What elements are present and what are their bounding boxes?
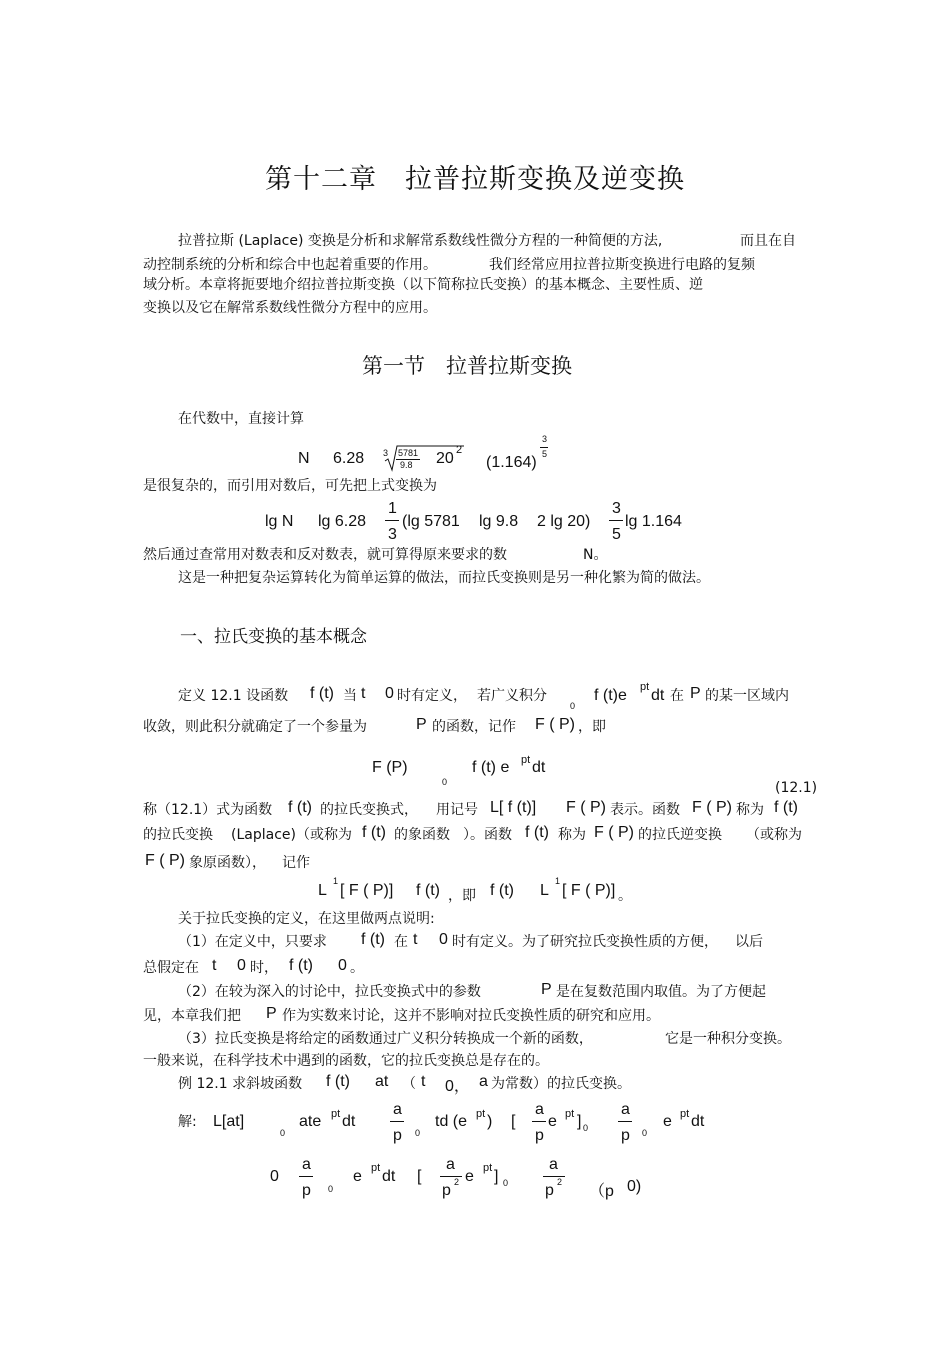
intro-line-4: 变换以及它在解常系数线性微分方程中的应用。 bbox=[143, 300, 437, 316]
sol1-bracket-close: ] bbox=[577, 1113, 582, 1130]
eq2-term5: lg 1.164 bbox=[625, 513, 682, 530]
algebra-line-3a: 然后通过查常用对数表和反对数表，就可算得原来要求的数 bbox=[143, 547, 507, 563]
example-h: 为常数）的拉氏变换。 bbox=[491, 1076, 631, 1092]
sol2-sub: 0 bbox=[503, 1178, 509, 1188]
sol1-lim3: 0 bbox=[642, 1128, 648, 1138]
def-line4-g: 称为 bbox=[558, 827, 586, 843]
defeq-pt-exp: pt bbox=[521, 754, 531, 766]
sol2-pt: pt bbox=[371, 1162, 381, 1174]
def-ft: f (t) bbox=[310, 685, 334, 702]
eq1-power-base: (1.164) bbox=[486, 454, 537, 471]
def-line1-a: 定义 12.1 设函数 bbox=[178, 688, 289, 704]
sol1-frac1-num: a bbox=[393, 1101, 402, 1118]
def-dt: dt bbox=[651, 687, 665, 704]
note2-P: P bbox=[541, 981, 552, 998]
sol1-L: L[at] bbox=[213, 1113, 245, 1130]
eq1-power-exp-bar bbox=[540, 447, 548, 448]
sol1-lim: 0 bbox=[280, 1128, 286, 1138]
note3-a: （3）拉氏变换是将给定的函数通过广义积分转换成一个新的函数， bbox=[178, 1031, 593, 1047]
def-line1-c: 若广义积分 bbox=[477, 688, 547, 704]
eq2-frac2-num: 3 bbox=[612, 500, 621, 517]
sol1-e: e bbox=[548, 1113, 557, 1130]
note1-ft2: f (t) bbox=[289, 957, 313, 974]
def-line4-b: (Laplace)（或称为 bbox=[231, 827, 352, 843]
note3-c: 一般来说，在科学技术中遇到的函数，它的拉氏变换总是存在的。 bbox=[143, 1053, 549, 1069]
eq2-frac2-bar bbox=[609, 520, 623, 521]
intro-line-3: 域分析。本章将扼要地介绍拉普拉斯变换（以下简称拉氏变换）的基本概念、主要性质、逆 bbox=[143, 277, 703, 293]
def-line3-c: 的拉氏变换式， bbox=[320, 802, 418, 818]
def-line1-e: 的某一区域内 bbox=[705, 688, 789, 704]
sol1-frac1-den: p bbox=[393, 1127, 402, 1144]
sol1-pt2: pt bbox=[476, 1108, 486, 1120]
sol1-lim2: 0 bbox=[415, 1128, 421, 1138]
sol1-ate: ate bbox=[299, 1113, 322, 1130]
def-line2-a: 收敛，则此积分就确定了一个参量为 bbox=[143, 719, 367, 735]
def-line5-b: 象原函数）， bbox=[189, 855, 266, 871]
def-line4-d: 的象函数 bbox=[394, 827, 450, 843]
eq2-frac2-den: 5 bbox=[612, 526, 621, 543]
note3-b: 它是一种积分变换。 bbox=[665, 1031, 791, 1047]
sol1-e2: e bbox=[663, 1113, 672, 1130]
inv-e: [ F ( P)] bbox=[562, 882, 616, 899]
note1-h: 总假定在 bbox=[143, 960, 199, 976]
intro-line-2a: 动控制系统的分析和综合中也起着重要的作用。 bbox=[143, 257, 437, 273]
def-line4-e: ）。函数 bbox=[463, 827, 512, 843]
note1-c: 在 bbox=[394, 934, 408, 950]
def-line3-ft: f (t) bbox=[288, 799, 312, 816]
def-line5-c: 记作 bbox=[282, 855, 310, 871]
sol1-dt: dt bbox=[342, 1113, 356, 1130]
def-P: P bbox=[690, 685, 701, 702]
eq1-N: N bbox=[298, 450, 310, 467]
sol2-frac2-num: a bbox=[446, 1156, 455, 1173]
example-at: at bbox=[375, 1073, 389, 1090]
intro-line-1a: 拉普拉斯 (Laplace) 变换是分析和求解常系数线性微分方程的一种简便的方法, bbox=[178, 233, 663, 249]
chapter-title: 第十二章 拉普拉斯变换及逆变换 bbox=[265, 164, 685, 195]
note1-f: 时有定义。为了研究拉氏变换性质的方便， bbox=[452, 934, 718, 950]
def-line3-d: 用记号 bbox=[436, 802, 478, 818]
sol1-close: ) bbox=[487, 1113, 493, 1130]
sol2-frac1-bar bbox=[299, 1176, 313, 1177]
sol2-frac1-num: a bbox=[302, 1156, 311, 1173]
sol1-sub: 0 bbox=[583, 1123, 589, 1133]
sol2-frac3-exp: 2 bbox=[557, 1177, 563, 1187]
inv-L: L bbox=[318, 882, 327, 899]
inv-exp2: 1 bbox=[555, 876, 561, 886]
example-t: t bbox=[421, 1073, 426, 1090]
eq1-power-exp-num: 3 bbox=[542, 434, 548, 444]
eq1-den: 9.8 bbox=[400, 460, 413, 470]
sol2-lim: 0 bbox=[328, 1184, 334, 1194]
subsection-title: 一、拉氏变换的基本概念 bbox=[180, 627, 367, 647]
def-line4-i: 的拉氏逆变换 bbox=[638, 827, 722, 843]
def-pt-exp: pt bbox=[640, 681, 650, 693]
example-a: 例 12.1 求斜坡函数 bbox=[178, 1076, 303, 1092]
sol1-frac1-bar bbox=[390, 1121, 404, 1122]
note1-ft: f (t) bbox=[361, 931, 385, 948]
inv-b: f (t) bbox=[416, 882, 440, 899]
eq1-square-base: 20 bbox=[436, 450, 454, 467]
defeq-lower-limit: 0 bbox=[442, 777, 448, 787]
note2-P2: P bbox=[266, 1005, 277, 1022]
algebra-line-1: 在代数中，直接计算 bbox=[178, 411, 304, 427]
sol1-pt3: pt bbox=[565, 1108, 575, 1120]
note2-f: 作为实数来讨论，这并不影响对拉氏变换性质的研究和应用。 bbox=[282, 1008, 660, 1024]
def-line3-FP: F ( P) bbox=[566, 799, 606, 816]
note1-a: （1）在定义中，只要求 bbox=[178, 934, 327, 950]
note1-g: 以后 bbox=[735, 934, 763, 950]
sol2-pt2: pt bbox=[483, 1162, 493, 1174]
example-paren: （ bbox=[402, 1076, 416, 1092]
note1-t: t bbox=[413, 931, 418, 948]
def-line1-d: 在 bbox=[670, 688, 684, 704]
sol1-frac2-den: p bbox=[535, 1127, 544, 1144]
note1-n: 。 bbox=[350, 960, 364, 976]
def-fte: f (t)e bbox=[594, 687, 627, 704]
note2-c: 是在复数范围内取值。为了方便起 bbox=[556, 984, 766, 1000]
algebra-line-4: 这是一种把复杂运算转化为简单运算的做法，而拉氏变换则是另一种化繁为简的做法。 bbox=[178, 570, 710, 586]
eq1-num: 5781 bbox=[398, 448, 419, 458]
def-line4-a: 的拉氏变换 bbox=[143, 827, 213, 843]
def-line2-c: ，即 bbox=[578, 719, 606, 735]
sol1-frac2-num: a bbox=[535, 1101, 544, 1118]
sol1-frac2-bar bbox=[532, 1121, 546, 1122]
def-line3-i: 称为 bbox=[736, 802, 764, 818]
example-zero: 0， bbox=[445, 1078, 470, 1095]
def-FP: F ( P) bbox=[535, 716, 575, 733]
example-a-const: a bbox=[479, 1073, 488, 1090]
eq2-term1: lg 6.28 bbox=[318, 513, 367, 530]
def-line4-ft2: f (t) bbox=[525, 824, 549, 841]
def-line3-g: 表示。函数 bbox=[610, 802, 680, 818]
note1-k: 时， bbox=[250, 960, 278, 976]
note1-zero: 0 bbox=[439, 931, 448, 948]
def-line3-FP2: F ( P) bbox=[692, 799, 732, 816]
sol2-e: e bbox=[353, 1168, 362, 1185]
eq2-lhs: lg N bbox=[265, 513, 294, 530]
sol2-bracket: [ bbox=[417, 1168, 422, 1185]
def-lower-limit: 0 bbox=[570, 701, 576, 711]
def-t: t bbox=[361, 685, 366, 702]
def-line3-L: L[ f (t)] bbox=[490, 799, 537, 816]
inv-a: [ F ( P)] bbox=[340, 882, 394, 899]
eq1-square-exp: 2 bbox=[456, 444, 463, 456]
def-line3-a: 称（12.1）式为函数 bbox=[143, 802, 273, 818]
inv-exp: 1 bbox=[333, 876, 339, 886]
sol2-frac1-den: p bbox=[302, 1182, 311, 1199]
def-line4-j: （或称为 bbox=[746, 827, 802, 843]
inv-c: ，即 bbox=[448, 888, 476, 904]
defeq-F: F (P) bbox=[372, 759, 408, 776]
note2-a: （2）在较为深入的讨论中，拉氏变换式中的参数 bbox=[178, 984, 481, 1000]
sol2-cond: （p bbox=[589, 1183, 614, 1200]
sol2-cond2: 0) bbox=[627, 1178, 642, 1195]
sol1-td: td (e bbox=[435, 1113, 468, 1130]
def-line4-FP: F ( P) bbox=[594, 824, 634, 841]
defeq-dt: dt bbox=[532, 759, 546, 776]
def-P2: P bbox=[416, 716, 427, 733]
sol2-frac2-exp: 2 bbox=[454, 1177, 460, 1187]
sol1-pt: pt bbox=[331, 1108, 341, 1120]
sol1-dt2: dt bbox=[691, 1113, 705, 1130]
eq2-frac1-num: 1 bbox=[388, 500, 397, 517]
def-line4-ft: f (t) bbox=[362, 824, 386, 841]
inv-d: f (t) bbox=[490, 882, 514, 899]
def-line2-b: 的函数，记作 bbox=[432, 719, 516, 735]
note1-t2: t bbox=[212, 957, 217, 974]
def-line1-b: 时有定义， bbox=[397, 688, 467, 704]
def-line3-ft2: f (t) bbox=[774, 799, 798, 816]
sol1-frac3-den: p bbox=[621, 1127, 630, 1144]
notes-intro: 关于拉氏变换的定义，在这里做两点说明: bbox=[178, 911, 435, 927]
eq2-term4: 2 lg 20) bbox=[537, 513, 591, 530]
sol2-e2: e bbox=[465, 1168, 474, 1185]
sol1-pt4: pt bbox=[680, 1108, 690, 1120]
note2-d: 见，本章我们把 bbox=[143, 1008, 241, 1024]
section-title: 第一节 拉普拉斯变换 bbox=[362, 354, 572, 378]
solution-label: 解: bbox=[178, 1114, 197, 1130]
intro-line-2b: 我们经常应用拉普拉斯变换进行电路的复频 bbox=[489, 257, 755, 273]
def-line5-FP: F ( P) bbox=[145, 852, 185, 869]
intro-line-1b: 而且在自 bbox=[740, 233, 796, 249]
sol1-bracket: [ bbox=[511, 1113, 516, 1130]
note1-zero2: 0 bbox=[237, 957, 246, 974]
eq2-frac1-bar bbox=[385, 520, 399, 521]
eq1-root-index: 3 bbox=[383, 448, 389, 458]
algebra-line-2: 是很复杂的，而引用对数后，可先把上式变换为 bbox=[143, 478, 437, 494]
sol1-frac3-num: a bbox=[621, 1101, 630, 1118]
sol2-zero: 0 bbox=[270, 1168, 279, 1185]
sol2-frac2-den: p bbox=[442, 1182, 451, 1199]
sol2-bracket-close: ] bbox=[494, 1168, 499, 1185]
eq2-term2: (lg 5781 bbox=[402, 513, 460, 530]
algebra-line-3b: N。 bbox=[583, 547, 608, 563]
eq2-term3: lg 9.8 bbox=[479, 513, 519, 530]
def-dang: 当 bbox=[343, 688, 357, 704]
sol2-frac3-den: p bbox=[545, 1182, 554, 1199]
def-zero: 0 bbox=[385, 685, 394, 702]
inv-L2: L bbox=[540, 882, 549, 899]
defeq-number: (12.1) bbox=[775, 780, 818, 796]
eq1-const: 6.28 bbox=[333, 450, 365, 467]
sol2-frac3-num: a bbox=[549, 1156, 558, 1173]
example-ft: f (t) bbox=[326, 1073, 350, 1090]
inv-f: 。 bbox=[618, 888, 632, 904]
eq1-power-exp-den: 5 bbox=[542, 449, 548, 459]
sol2-dt: dt bbox=[382, 1168, 396, 1185]
sol1-frac3-bar bbox=[618, 1121, 632, 1122]
defeq-fte: f (t) e bbox=[472, 759, 510, 776]
note1-zero3: 0 bbox=[338, 957, 347, 974]
eq2-frac1-den: 3 bbox=[388, 526, 397, 543]
